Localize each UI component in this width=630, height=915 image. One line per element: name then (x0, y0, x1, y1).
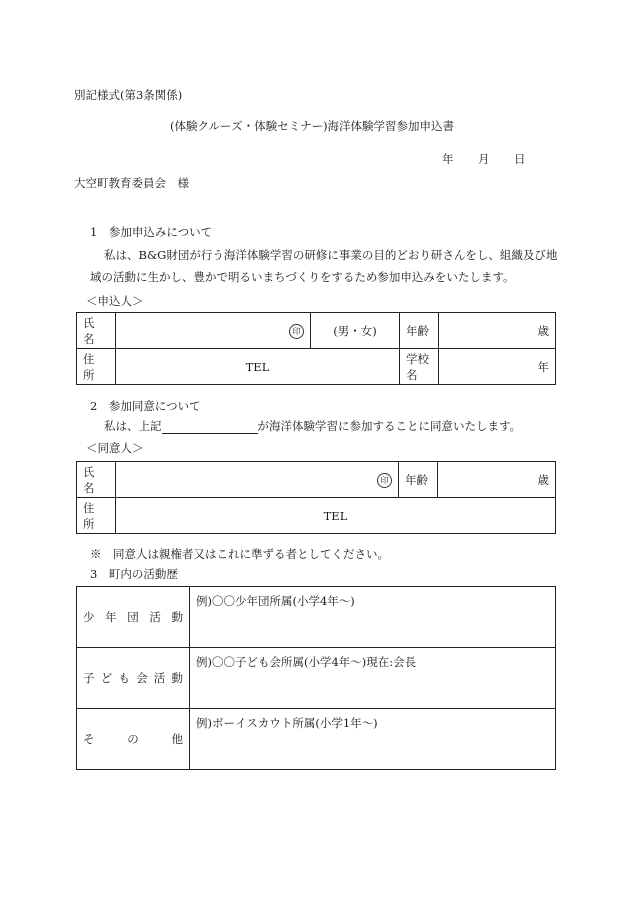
activity-field-other[interactable] (190, 709, 556, 770)
consenter-label: ＜同意人＞ (86, 441, 144, 455)
applicant-age-unit: 歳 (537, 323, 549, 338)
activity-label-other: そ の 他 (83, 732, 183, 746)
activity-example: 例)〇〇子ども会所属(小学4年〜)現在:会長 (196, 655, 417, 669)
activity-label-cell (77, 709, 190, 770)
activity-label-kids-club: 子 ど も 会 活 動 (83, 671, 183, 685)
form-title: (体験クルーズ・体験セミナー)海洋体験学習参加申込書 (170, 119, 455, 133)
form-label: 別記様式(第3条関係) (74, 88, 183, 102)
consenter-name-field[interactable] (116, 462, 399, 498)
consent-prefix: 私は、上記 (104, 419, 162, 433)
consenter-address-field[interactable] (116, 498, 556, 534)
activity-label-cell (77, 587, 190, 648)
section2-heading: 2 参加同意について (90, 399, 201, 413)
consent-note: ※ 同意人は親権者又はこれに準ずる者としてください。 (90, 547, 389, 561)
consenter-tel-label: TEL (323, 508, 348, 523)
seal-icon: 印 (289, 324, 304, 339)
section3-heading: 3 町内の活動歴 (90, 567, 178, 581)
activity-example: 例)ボーイスカウト所属(小学1年〜) (196, 716, 378, 730)
addressee: 大空町教育委員会 様 (74, 176, 189, 190)
date-year: 年 (442, 152, 454, 166)
activity-field-youth-group[interactable] (190, 587, 556, 648)
applicant-name-label: 氏 名 (77, 313, 116, 349)
consenter-address-label: 住 所 (77, 498, 116, 534)
applicant-address-field[interactable] (116, 349, 400, 385)
applicant-school-field[interactable] (439, 349, 556, 385)
applicant-age-field[interactable] (439, 313, 556, 349)
applicant-table (76, 312, 556, 385)
applicant-label: ＜申込人＞ (86, 294, 144, 308)
consent-suffix: が海洋体験学習に参加することに同意いたします。 (257, 419, 522, 433)
consenter-age-field[interactable] (438, 462, 556, 498)
section1-heading: 1 参加申込みについて (90, 225, 213, 239)
applicant-name-field[interactable] (116, 313, 311, 349)
date-day: 日 (514, 152, 526, 166)
consent-name-blank[interactable] (162, 421, 258, 434)
seal-icon: 印 (377, 473, 392, 488)
activity-example: 例)〇〇少年団所属(小学4年〜) (196, 594, 355, 608)
consenter-age-label: 年齢 (399, 462, 438, 498)
activity-table (76, 586, 556, 770)
activity-label-youth-group: 少 年 団 活 動 (83, 610, 183, 624)
applicant-gender[interactable]: (男・女) (311, 313, 400, 349)
section1-paragraph (90, 244, 565, 288)
activity-label-cell (77, 648, 190, 709)
consenter-table (76, 461, 556, 534)
consenter-age-unit: 歳 (537, 472, 549, 487)
activity-field-kids-club[interactable] (190, 648, 556, 709)
applicant-age-label: 年齢 (400, 313, 439, 349)
applicant-school-label: 学校名 (400, 349, 439, 385)
applicant-tel-label: TEL (245, 359, 270, 374)
consent-statement (104, 418, 521, 434)
applicant-grade-unit: 年 (537, 359, 549, 374)
consenter-name-label: 氏 名 (77, 462, 116, 498)
section1-paragraph-text: 私は、B&G財団が行う海洋体験学習の研修に事業の目的どおり研さんをし、組織及び地域の活動に生かし、豊かで明るいまちづくりをするため参加申込みをいたします。 (90, 248, 558, 284)
applicant-address-label: 住 所 (77, 349, 116, 385)
date-month: 月 (478, 152, 490, 166)
